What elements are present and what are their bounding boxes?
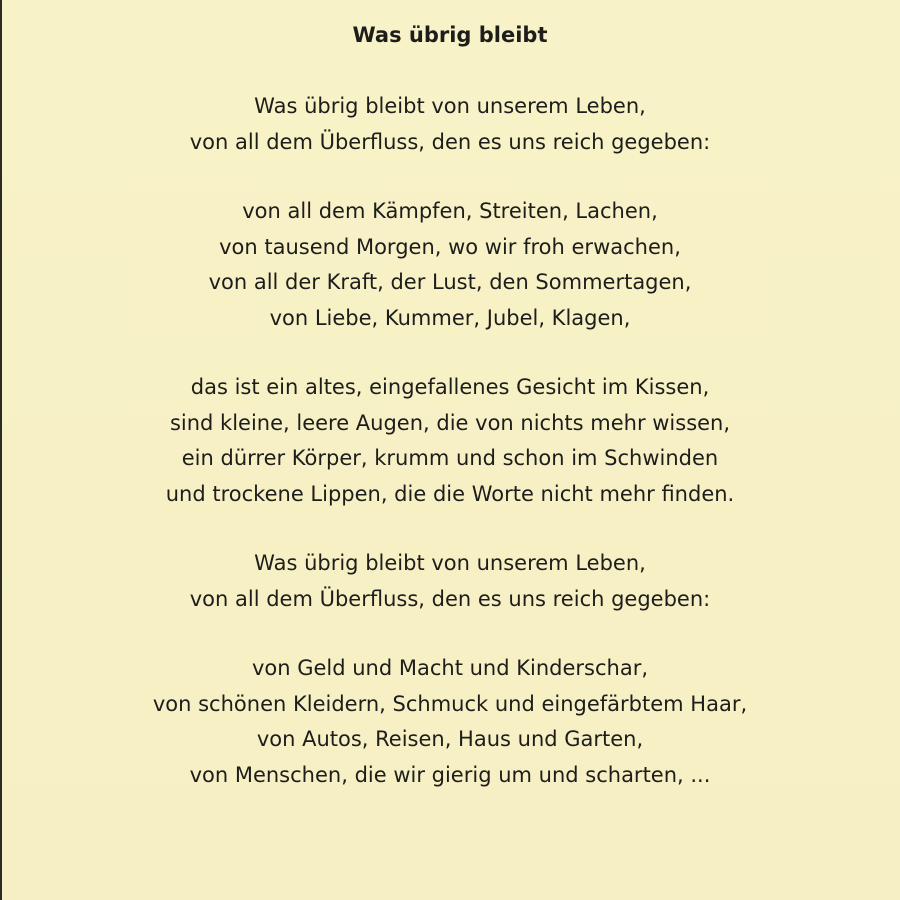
poem-line: von all dem Überfluss, den es uns reich gegeben: (189, 586, 711, 611)
poem-line: ein dürrer Körper, krumm und schon im Schwinden (181, 446, 719, 470)
poem-line: das ist ein altes, eingefallenes Gesicht im Kissen, (190, 375, 710, 399)
stanza-4 (0, 546, 900, 617)
stanza-5 (0, 651, 900, 793)
poem-line: Was übrig bleibt von unserem Leben, (254, 94, 646, 118)
poem-line: und trockene Lippen, die die Worte nicht mehr finden. (165, 481, 735, 506)
poem-line: sind kleine, leere Augen, die von nichts mehr wissen, (169, 410, 731, 435)
stanza-1 (0, 89, 900, 160)
poem-line: von Liebe, Kummer, Jubel, Klagen, (269, 305, 631, 330)
poem-line: Was übrig bleibt von unserem Leben, (254, 551, 646, 575)
poem-line: von all der Kraft, der Lust, den Sommertagen, (208, 270, 692, 294)
poem-title: Was übrig bleibt (352, 23, 548, 47)
poem-line: von schönen Kleidern, Schmuck und eingefärbtem Haar, (152, 691, 748, 716)
poem-line: von Geld und Macht und Kinderschar, (251, 656, 649, 680)
poem-line: von Menschen, die wir gierig um und scharten, ... (189, 762, 711, 787)
poem-line: von all dem Überfluss, den es uns reich gegeben: (189, 129, 711, 154)
stanza-2 (0, 194, 900, 336)
poem-line: von all dem Kämpfen, Streiten, Lachen, (242, 199, 658, 223)
poem-line: von tausend Morgen, wo wir froh erwachen, (219, 234, 681, 259)
poem-body (0, 89, 900, 827)
stanza-3 (0, 370, 900, 512)
poem-line: von Autos, Reisen, Haus und Garten, (256, 727, 644, 751)
